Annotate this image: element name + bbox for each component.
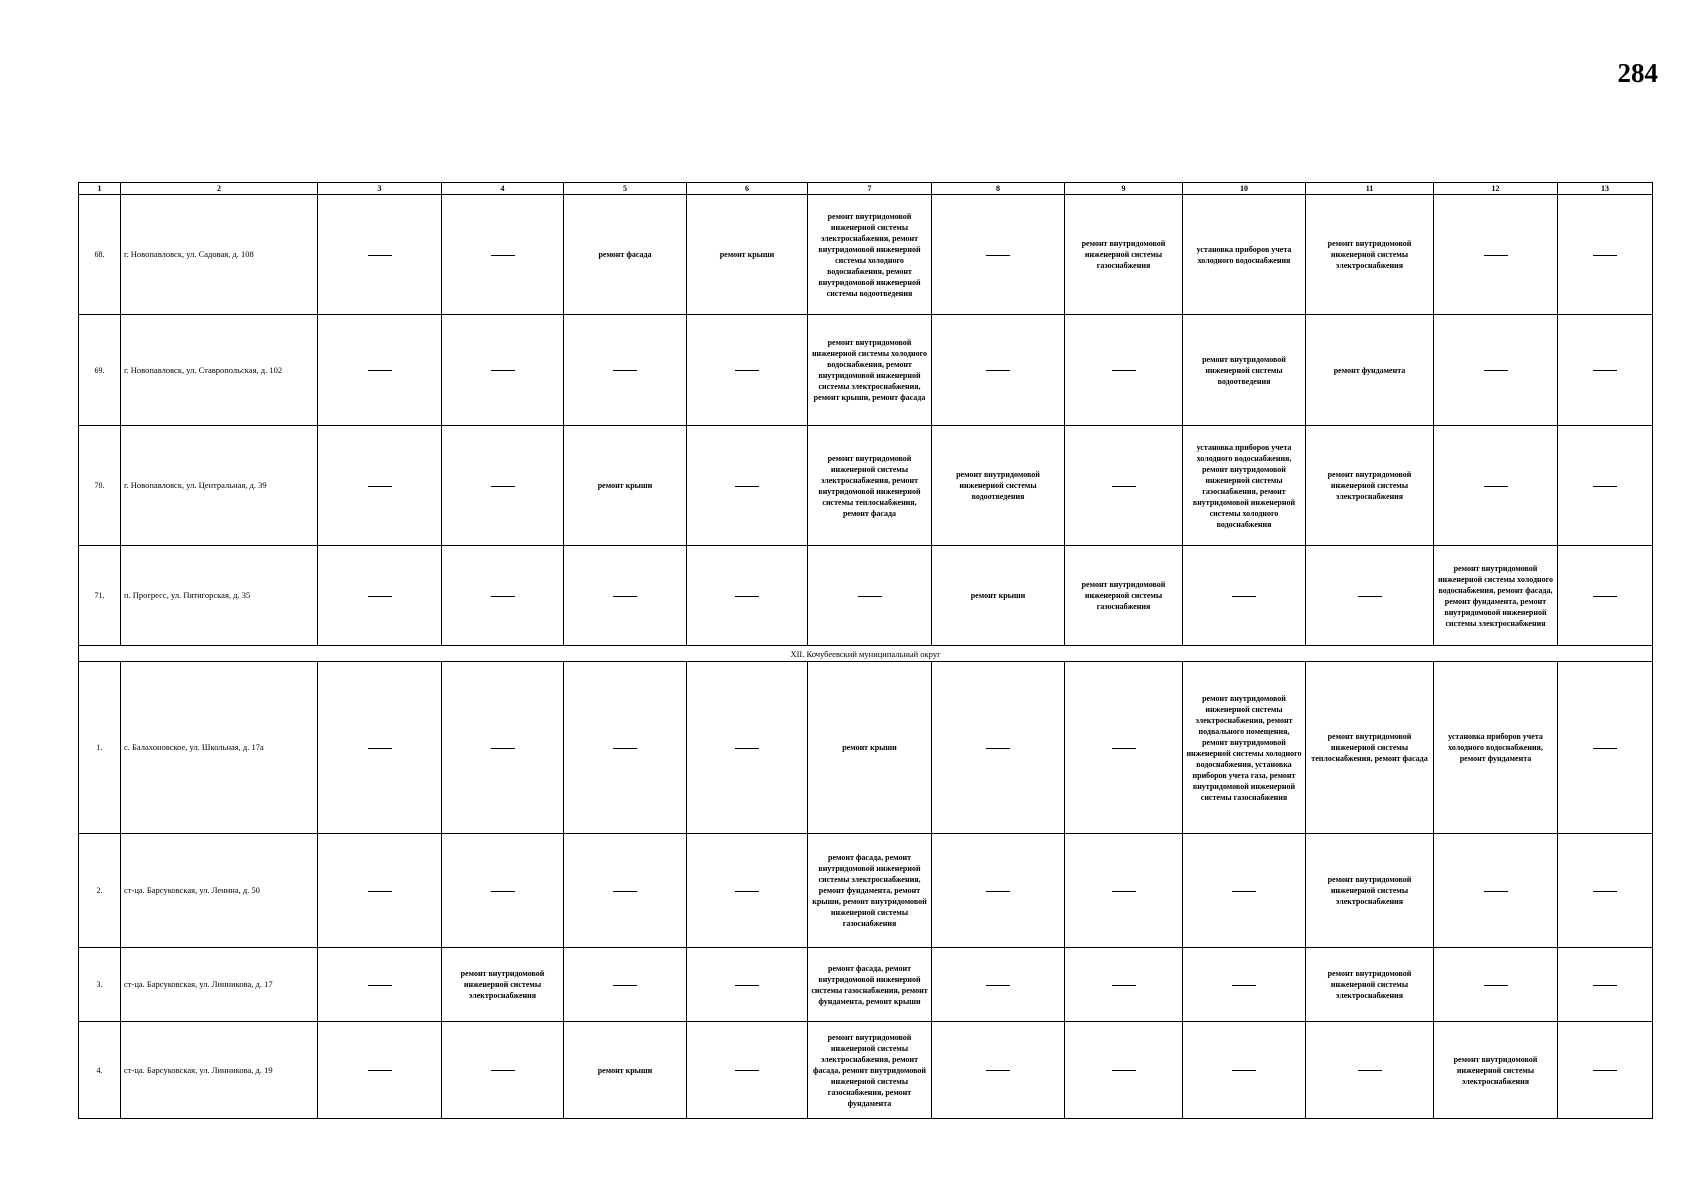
empty-cell-dash	[1434, 948, 1558, 1022]
work-description-cell: ремонт внутридомовой инженерной системы электроснабжения	[1306, 834, 1434, 948]
dash-mark	[368, 255, 392, 256]
empty-cell-dash	[442, 1022, 564, 1119]
row-number: 1.	[79, 662, 121, 834]
dash-mark	[735, 748, 759, 749]
table-row	[79, 834, 1653, 948]
work-description-cell: ремонт внутридомовой инженерной системы холодного водоснабжения, ремонт фасада, ремонт фундамента, ремонт внутридомовой инженерной системы электроснабжения	[1434, 546, 1558, 646]
row-number: 3.	[79, 948, 121, 1022]
dash-mark	[1593, 486, 1617, 487]
dash-mark	[1484, 985, 1508, 986]
dash-mark	[1484, 486, 1508, 487]
empty-cell-dash	[932, 1022, 1065, 1119]
work-description-cell: ремонт внутридомовой инженерной системы электроснабжения	[442, 948, 564, 1022]
dash-mark	[1593, 370, 1617, 371]
column-number-1: 1	[79, 183, 121, 195]
empty-cell-dash	[687, 546, 808, 646]
row-address: г. Новопавловск, ул. Садовая, д. 108	[121, 195, 318, 315]
empty-cell-dash	[1558, 315, 1653, 426]
dash-mark	[491, 748, 515, 749]
dash-mark	[1593, 891, 1617, 892]
work-description-cell: ремонт внутридомовой инженерной системы газоснабжения	[1065, 546, 1183, 646]
dash-mark	[986, 891, 1010, 892]
dash-mark	[986, 985, 1010, 986]
empty-cell-dash	[687, 662, 808, 834]
row-address: ст-ца. Барсуковская, ул. Линникова, д. 19	[121, 1022, 318, 1119]
empty-cell-dash	[687, 948, 808, 1022]
work-description-cell: ремонт внутридомовой инженерной системы теплоснабжения, ремонт фасада	[1306, 662, 1434, 834]
dash-mark	[735, 486, 759, 487]
work-description-cell: ремонт внутридомовой инженерной системы холодного водоснабжения, ремонт внутридомовой инженерной системы электроснабжения, ремонт крыши, ремонт фасада	[808, 315, 932, 426]
column-number-12: 12	[1434, 183, 1558, 195]
column-number-13: 13	[1558, 183, 1653, 195]
works-table	[78, 182, 1653, 1119]
dash-mark	[735, 370, 759, 371]
dash-mark	[368, 596, 392, 597]
column-number-9: 9	[1065, 183, 1183, 195]
work-description-cell: ремонт внутридомовой инженерной системы электроснабжения	[1306, 195, 1434, 315]
empty-cell-dash	[442, 662, 564, 834]
column-number-11: 11	[1306, 183, 1434, 195]
empty-cell-dash	[564, 948, 687, 1022]
empty-cell-dash	[932, 195, 1065, 315]
row-address: г. Новопавловск, ул. Центральная, д. 39	[121, 426, 318, 546]
work-description-cell: ремонт внутридомовой инженерной системы электроснабжения, ремонт подвального помещения, ремонт внутридомовой инженерной системы холодного водоснабжения, установка приборов учета газа, ремонт внутридомовой инженерной системы газоснабжения	[1183, 662, 1306, 834]
table-body	[79, 183, 1653, 1119]
empty-cell-dash	[1558, 948, 1653, 1022]
dash-mark	[613, 891, 637, 892]
dash-mark	[1232, 1070, 1256, 1071]
empty-cell-dash	[1434, 834, 1558, 948]
dash-mark	[1112, 370, 1136, 371]
empty-cell-dash	[1306, 1022, 1434, 1119]
empty-cell-dash	[1434, 195, 1558, 315]
work-description-cell: ремонт внутридомовой инженерной системы электроснабжения, ремонт внутридомовой инженерной системы теплоснабжения, ремонт фасада	[808, 426, 932, 546]
row-address: п. Прогресс, ул. Пятигорская, д. 35	[121, 546, 318, 646]
empty-cell-dash	[1558, 1022, 1653, 1119]
dash-mark	[491, 891, 515, 892]
empty-cell-dash	[318, 315, 442, 426]
dash-mark	[491, 255, 515, 256]
empty-cell-dash	[1183, 1022, 1306, 1119]
dash-mark	[1112, 748, 1136, 749]
dash-mark	[1112, 891, 1136, 892]
section-row	[79, 646, 1653, 662]
dash-mark	[491, 1070, 515, 1071]
work-description-cell: установка приборов учета холодного водоснабжения, ремонт внутридомовой инженерной системы газоснабжения, ремонт внутридомовой инженерной системы холодного водоснабжения	[1183, 426, 1306, 546]
work-description-cell: ремонт внутридомовой инженерной системы электроснабжения	[1434, 1022, 1558, 1119]
work-description-cell: ремонт фасада, ремонт внутридомовой инженерной системы газоснабжения, ремонт фундамента, ремонт крыши	[808, 948, 932, 1022]
dash-mark	[613, 748, 637, 749]
empty-cell-dash	[1065, 426, 1183, 546]
empty-cell-dash	[318, 948, 442, 1022]
empty-cell-dash	[1434, 426, 1558, 546]
dash-mark	[491, 370, 515, 371]
work-description-cell: ремонт внутридомовой инженерной системы водоотведения	[932, 426, 1065, 546]
column-number-4: 4	[442, 183, 564, 195]
empty-cell-dash	[1183, 948, 1306, 1022]
column-number-8: 8	[932, 183, 1065, 195]
work-description-cell: ремонт крыши	[687, 195, 808, 315]
column-number-5: 5	[564, 183, 687, 195]
dash-mark	[735, 1070, 759, 1071]
work-description-cell: ремонт внутридомовой инженерной системы газоснабжения	[1065, 195, 1183, 315]
work-description-cell: ремонт крыши	[808, 662, 932, 834]
empty-cell-dash	[442, 195, 564, 315]
empty-cell-dash	[318, 1022, 442, 1119]
empty-cell-dash	[1065, 1022, 1183, 1119]
dash-mark	[368, 370, 392, 371]
work-description-cell: ремонт фасада	[564, 195, 687, 315]
column-number-row	[79, 183, 1653, 195]
row-number: 68.	[79, 195, 121, 315]
work-description-cell: ремонт фундамента	[1306, 315, 1434, 426]
dash-mark	[858, 596, 882, 597]
empty-cell-dash	[318, 426, 442, 546]
row-address: ст-ца. Барсуковская, ул. Ленина, д. 50	[121, 834, 318, 948]
dash-mark	[986, 370, 1010, 371]
dash-mark	[735, 596, 759, 597]
empty-cell-dash	[1558, 546, 1653, 646]
column-number-7: 7	[808, 183, 932, 195]
work-description-cell: ремонт крыши	[932, 546, 1065, 646]
table-row	[79, 315, 1653, 426]
empty-cell-dash	[442, 834, 564, 948]
empty-cell-dash	[1558, 834, 1653, 948]
empty-cell-dash	[1183, 546, 1306, 646]
empty-cell-dash	[1065, 948, 1183, 1022]
dash-mark	[1232, 891, 1256, 892]
row-number: 69.	[79, 315, 121, 426]
section-title: XII. Кочубеевский муниципальный округ	[79, 646, 1653, 662]
empty-cell-dash	[932, 315, 1065, 426]
work-description-cell: ремонт крыши	[564, 1022, 687, 1119]
dash-mark	[1112, 985, 1136, 986]
dash-mark	[1112, 486, 1136, 487]
table-row	[79, 546, 1653, 646]
row-address: ст-ца. Барсуковская, ул. Линникова, д. 17	[121, 948, 318, 1022]
empty-cell-dash	[1558, 662, 1653, 834]
page-number: 284	[1617, 58, 1658, 88]
empty-cell-dash	[318, 834, 442, 948]
dash-mark	[735, 985, 759, 986]
column-number-3: 3	[318, 183, 442, 195]
empty-cell-dash	[932, 834, 1065, 948]
empty-cell-dash	[318, 662, 442, 834]
dash-mark	[735, 891, 759, 892]
table-row	[79, 195, 1653, 315]
dash-mark	[1484, 891, 1508, 892]
work-description-cell: ремонт внутридомовой инженерной системы электроснабжения, ремонт фасада, ремонт внутридомовой инженерной системы газоснабжения, ремонт фундамента	[808, 1022, 932, 1119]
dash-mark	[1484, 255, 1508, 256]
empty-cell-dash	[1558, 195, 1653, 315]
dash-mark	[613, 370, 637, 371]
empty-cell-dash	[564, 834, 687, 948]
dash-mark	[1593, 255, 1617, 256]
dash-mark	[368, 891, 392, 892]
empty-cell-dash	[932, 948, 1065, 1022]
column-number-10: 10	[1183, 183, 1306, 195]
empty-cell-dash	[1183, 834, 1306, 948]
empty-cell-dash	[318, 195, 442, 315]
row-address: с. Балахоновское, ул. Школьная, д. 17а	[121, 662, 318, 834]
dash-mark	[986, 1070, 1010, 1071]
empty-cell-dash	[808, 546, 932, 646]
empty-cell-dash	[1065, 315, 1183, 426]
empty-cell-dash	[932, 662, 1065, 834]
empty-cell-dash	[442, 315, 564, 426]
dash-mark	[1232, 596, 1256, 597]
empty-cell-dash	[318, 546, 442, 646]
table-row	[79, 948, 1653, 1022]
dash-mark	[986, 748, 1010, 749]
table-row	[79, 1022, 1653, 1119]
dash-mark	[368, 748, 392, 749]
dash-mark	[1593, 985, 1617, 986]
dash-mark	[1484, 370, 1508, 371]
empty-cell-dash	[442, 546, 564, 646]
dash-mark	[1232, 985, 1256, 986]
row-address: г. Новопавловск, ул. Ставропольская, д. 102	[121, 315, 318, 426]
empty-cell-dash	[564, 315, 687, 426]
row-number: 4.	[79, 1022, 121, 1119]
dash-mark	[613, 596, 637, 597]
empty-cell-dash	[687, 1022, 808, 1119]
empty-cell-dash	[1434, 315, 1558, 426]
dash-mark	[491, 596, 515, 597]
row-number: 70.	[79, 426, 121, 546]
empty-cell-dash	[687, 834, 808, 948]
empty-cell-dash	[564, 546, 687, 646]
dash-mark	[1593, 596, 1617, 597]
empty-cell-dash	[687, 426, 808, 546]
dash-mark	[1358, 596, 1382, 597]
work-description-cell: установка приборов учета холодного водоснабжения, ремонт фундамента	[1434, 662, 1558, 834]
dash-mark	[491, 486, 515, 487]
table-row	[79, 662, 1653, 834]
dash-mark	[613, 985, 637, 986]
column-number-2: 2	[121, 183, 318, 195]
row-number: 71.	[79, 546, 121, 646]
column-number-6: 6	[687, 183, 808, 195]
dash-mark	[368, 985, 392, 986]
dash-mark	[368, 486, 392, 487]
empty-cell-dash	[687, 315, 808, 426]
empty-cell-dash	[442, 426, 564, 546]
dash-mark	[1112, 1070, 1136, 1071]
work-description-cell: ремонт внутридомовой инженерной системы электроснабжения	[1306, 426, 1434, 546]
work-description-cell: ремонт фасада, ремонт внутридомовой инженерной системы электроснабжения, ремонт фундамента, ремонт крыши, ремонт внутридомовой инженерной системы газоснабжения	[808, 834, 932, 948]
dash-mark	[368, 1070, 392, 1071]
empty-cell-dash	[1306, 546, 1434, 646]
row-number: 2.	[79, 834, 121, 948]
work-description-cell: ремонт внутридомовой инженерной системы электроснабжения	[1306, 948, 1434, 1022]
dash-mark	[1593, 1070, 1617, 1071]
empty-cell-dash	[1558, 426, 1653, 546]
work-description-cell: установка приборов учета холодного водоснабжения	[1183, 195, 1306, 315]
work-description-cell: ремонт внутридомовой инженерной системы электроснабжения, ремонт внутридомовой инженерной системы холодного водоснабжения, ремонт внутридомовой инженерной системы водоотведения	[808, 195, 932, 315]
empty-cell-dash	[564, 662, 687, 834]
empty-cell-dash	[1065, 834, 1183, 948]
dash-mark	[1358, 1070, 1382, 1071]
dash-mark	[986, 255, 1010, 256]
dash-mark	[1593, 748, 1617, 749]
empty-cell-dash	[1065, 662, 1183, 834]
work-description-cell: ремонт внутридомовой инженерной системы водоотведения	[1183, 315, 1306, 426]
table-row	[79, 426, 1653, 546]
work-description-cell: ремонт крыши	[564, 426, 687, 546]
